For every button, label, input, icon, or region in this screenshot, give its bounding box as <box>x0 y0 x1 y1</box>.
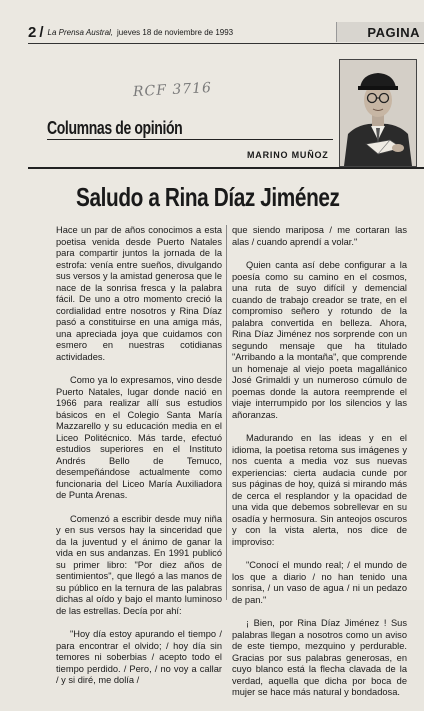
page-number: 2 <box>28 23 37 41</box>
column-divider <box>226 225 227 600</box>
paragraph: Quien canta así debe configurar a la poesía como su camino en el cosmos, una ruta de suyo difícil y demencial cuando de trabajo creador se trate, en el compromiso señero y rotundo de la palabra convertida en belleza. Ahora, Rina Díaz Jiménez nos sorprende con un segundo mensaje que ha titulado "Arribando a la montaña", que comprende un homenaje al viejo poeta magallánico José Grimaldi y un numeroso cúmulo de poemas donde la autora reemprende el viaje interrumpido por los silencios y las añoranzas. <box>232 260 407 420</box>
paragraph: ¡ Bien, por Rina Díaz Jiménez ! Sus palabras llegan a nosotros como un aviso de este tiempo, mezquino y perdurable. Gracias por sus palabras generosas, en cuyo blanco está la flecha clavada de la verdad, aquella que dicha por boca de mujer se hace más natural y bondadosa. <box>232 618 407 697</box>
author-portrait-icon <box>340 60 416 166</box>
newspaper-name: La Prensa Austral, <box>47 27 114 37</box>
issue-date: jueves 18 de noviembre de 1993 <box>117 27 234 37</box>
paragraph: que siendo mariposa / me cortaran las alas / cuando aprendí a volar." <box>232 225 407 247</box>
paragraph: "Hoy día estoy apurando el tiempo / para encontrar el olvido; / hoy día sin temores ni soberbias / acepto todo el tiempo perdido. / Pero, / no voy a callar / y si diré, me dolía / <box>56 629 222 685</box>
paragraph: Comenzó a escribir desde muy niña y en sus versos hay la sinceridad que da la juventud y el ánimo de ganar la vida en sus andanzas. En 1991 publicó su primer libro: "Por diez años de sentimientos", que llegó a las manos de su público en la ternura de las palabras dichas al oído y bajo el manto luminoso de las estrellas. Decía por ahí: <box>56 513 222 616</box>
article-headline: Saludo a Rina Díaz Jiménez <box>76 182 340 212</box>
paragraph: Hace un par de años conocimos a esta poetisa venida desde Puerto Natales para compartir juntos la jornada de la estrofa: venía entre sueños, divulgando sus versos y la amistad generosa que le nace de la sonrisa fresca y la palabra fácil. De uno a otro momento creció la cordialidad entre nosotros y Rina Díaz pasó a constituirse en una amiga más, una apreciada joya que cuidamos con esmero en nuestras cotidianas actividades. <box>56 225 222 362</box>
paragraph: "Conocí el mundo real; / el mundo de los que a diario / no han tenido una sonrisa, / un vaso de agua / ni un pedazo de pan." <box>232 560 407 605</box>
paragraph: Madurando en las ideas y en el idioma, la poetisa retoma sus imágenes y nos cuenta a media voz sus nuevas experiencias: cierta audacia cunde por sus páginas de hoy, quizá si mirando más de cerca el resplandor y la opacidad de una vida que debemos sobrellevar en su osadía y hermosura. Sin anteojos oscuros y con la vista alerta, nos dice de improviso: <box>232 433 407 547</box>
author-byline: MARINO MUÑOZ <box>247 150 329 160</box>
column-heading: Columnas de opinión <box>47 118 183 138</box>
page-header <box>28 22 424 42</box>
header-slash: / <box>39 23 44 41</box>
section-label: PAGINA <box>336 22 424 42</box>
author-photo <box>339 59 417 167</box>
catalog-stamp: RCF 3716 <box>132 79 213 101</box>
article-column-right <box>232 225 407 711</box>
article-column-left <box>56 225 222 699</box>
column-heading-rule <box>47 139 333 140</box>
headline-top-rule <box>28 167 424 169</box>
paragraph: Como ya lo expresamos, vino desde Puerto Natales, lugar donde nació en 1966 para realizar allí sus estudios básicos en el Colegio Santa María Mazzarello y su educación media en el Liceo Politécnico. Más tarde, efectuó estudios superiores en el Instituto Andrés Bello de Temuco, desempeñándose actualmente como funcionaria del Liceo María Auxiliadora de Punta Arenas. <box>56 375 222 500</box>
header-rule <box>28 43 424 44</box>
